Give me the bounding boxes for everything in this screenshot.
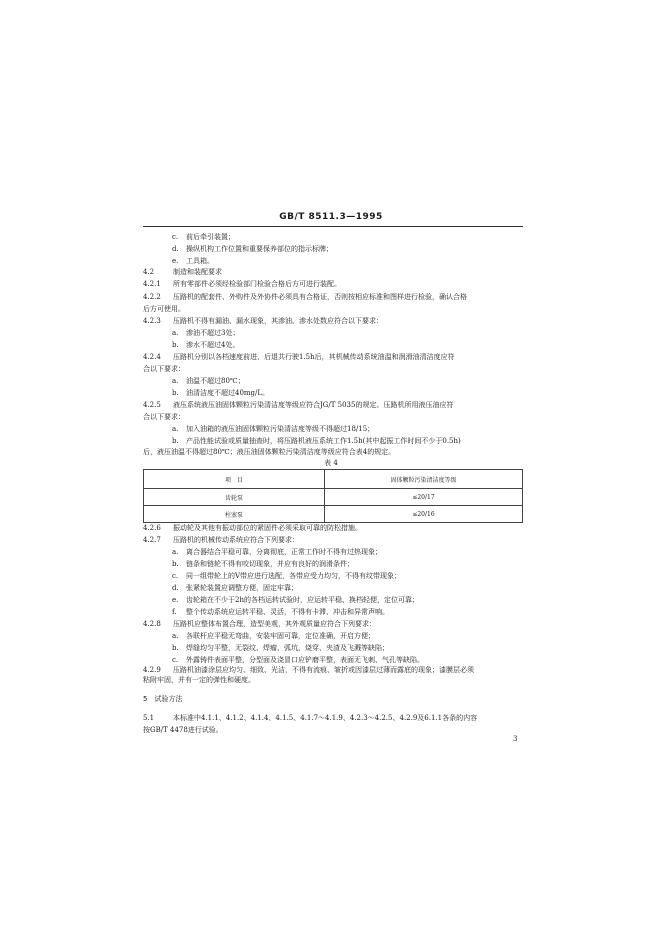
clause-4-2-4-cont: 合以下要求： <box>143 365 185 373</box>
clause-4-2-4: 4.2.4 压路机分别以各档速度前进、后退共行驶1.5h后，其机械传动系统油温和润滑油清洁度应符 <box>143 353 455 361</box>
clause-4-2-3-a: a. 渗油不超过3处； <box>172 329 240 337</box>
table-cell: 柱塞泵 <box>144 506 325 523</box>
list-item: a. 离合器结合平稳可靠，分离彻底，正常工作时不得有过热现象； <box>172 548 382 556</box>
clause-5-1: 5.1 本标准中4.1.1、4.1.2、4.1.4、4.1.5、4.1.7～4.1.9、4.2.3～4.2.5、4.2.9及6.1.1各条的内容 <box>143 714 478 722</box>
clause-4-2-5: 4.2.5 液压系统液压油固体颗粒污染清洁度等级应符合JG/T 5035的规定。压路机所用液压油应符 <box>143 401 454 409</box>
clause-4-2-7: 4.2.7 压路机的机械传动系统应符合下列要求： <box>143 536 299 544</box>
clause-4-2-5-a: a. 加入油箱的液压油固体颗粒污染清洁度等级不得超过18/15； <box>172 425 375 433</box>
cleanliness-table <box>143 469 523 523</box>
clause-4-2-9: 4.2.9 压路机油漆涂层应均匀、细致、光洁，不得有流痕、皱折或因漆层过薄而露底的现象；漆膜层必须 <box>143 666 474 674</box>
table-cell: 齿轮泵 <box>144 489 325 506</box>
table-cell: ≤20/17 <box>325 489 523 506</box>
list-item: c. 同一组带轮上的V带应进行选配，各带应受力均匀，不得有纹带现象； <box>172 572 402 580</box>
clause-4-2: 4.2 制造和装配要求 <box>143 268 222 276</box>
list-item: c. 外露铸件表面平整，分型面及浇冒口应铲磨平整，表面无飞刺、气孔等缺陷。 <box>172 656 424 664</box>
list-item-d: d. 操纵机构工作位置和重要保养部位的指示标牌； <box>172 245 333 253</box>
clause-4-2-2: 4.2.2 压路机的配套件、外购件及外协件必须具有合格证，否则按相应标准和图样进行检验，确认合格 <box>143 293 467 301</box>
table-caption: 表 4 <box>324 459 338 467</box>
clause-4-2-5-b-cont: 后，液压油温不得超过80℃；液压油固体颗粒污染清洁度等级应符合表4的规定。 <box>143 448 396 456</box>
clause-4-2-5-cont: 合以下要求： <box>143 413 185 421</box>
section-heading: 5 试验方法 <box>143 695 183 703</box>
clause-4-2-3: 4.2.3 压路机不得有漏油、漏水现象，其渗油、渗水处数应符合以下要求： <box>143 317 383 325</box>
table-cell: ≤20/16 <box>325 506 523 523</box>
list-item-e: e. 工具箱。 <box>172 257 214 265</box>
list-item: b. 链条和链轮不得有咬切现象，并应有良好的润滑条件； <box>172 560 354 568</box>
list-item: a. 各联杆应平稳无弯曲，安装牢固可靠，定位准确，开启方便； <box>172 632 375 640</box>
table-row <box>144 489 523 506</box>
table-row <box>144 506 523 523</box>
clause-4-2-1: 4.2.1 所有零部件必须经检验部门检验合格后方可进行装配。 <box>143 280 341 288</box>
clause-4-2-4-a: a. 油温不超过80℃； <box>172 377 245 385</box>
clause-4-2-9-cont: 粘附牢固，并有一定的弹性和硬度。 <box>143 676 255 684</box>
table-header-cell: 项 目 <box>144 470 325 489</box>
table-header-cell: 固体颗粒污染清洁度等级 <box>325 470 523 489</box>
list-item-c: c. 前后牵引装置； <box>172 233 235 241</box>
list-item: b. 焊缝均匀平整，无裂纹、焊瘤、弧坑、烧穿、夹渣及飞溅等缺陷； <box>172 644 389 652</box>
clause-4-2-5-b: b. 产品性能试验或质量抽查时，将压路机液压系统工作1.5h(其中起振工作时间不少于0.5h) <box>172 437 461 445</box>
clause-5-1-cont: 按GB/T 4478进行试验。 <box>143 726 223 734</box>
clause-4-2-8: 4.2.8 压路机应整体布置合理，造型美观，其外观质量应符合下列要求： <box>143 620 376 628</box>
standard-header: GB/T 8511.3—1995 <box>279 212 383 222</box>
page-number: 3 <box>513 735 518 743</box>
clause-4-2-4-b: b. 油清洁度不超过40mg/L。 <box>172 389 270 397</box>
list-item: d. 张紧轮装置应调整方便，固定牢靠； <box>172 584 298 592</box>
list-item: e. 齿轮箱在不少于2h的各档运转试验时，应运转平稳、换档轻便，定位可靠； <box>172 596 419 604</box>
clause-4-2-3-b: b. 渗水不超过4处。 <box>172 341 240 349</box>
clause-4-2-6: 4.2.6 振动轮及其他有振动部位的紧固件必须采取可靠的防松措施。 <box>143 524 362 532</box>
table-header-row <box>144 470 523 489</box>
clause-4-2-2-cont: 后方可使用。 <box>143 305 185 313</box>
list-item: f. 整个传动系统应运转平稳、灵活，不得有卡滞、冲击和异常声响。 <box>172 608 389 616</box>
header-rule <box>143 226 523 227</box>
